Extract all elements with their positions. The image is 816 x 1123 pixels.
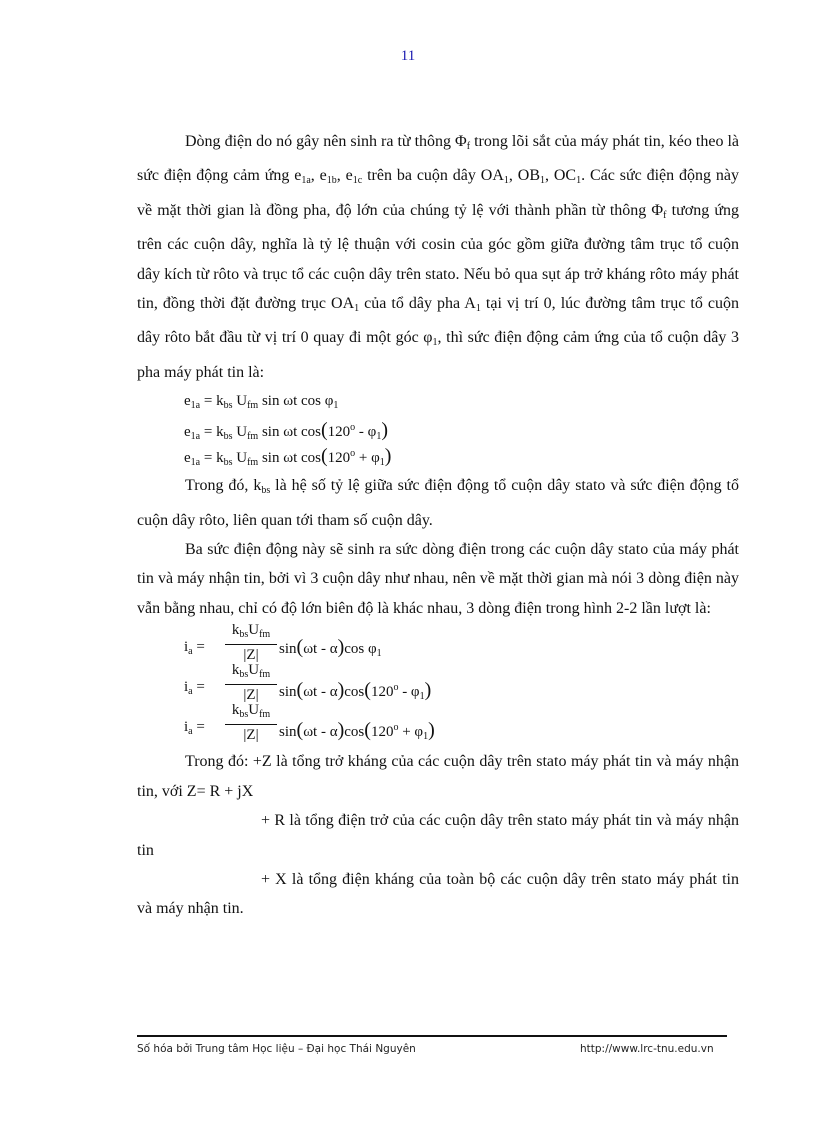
equation-e1a-3: $e_{1a} = k_{bs}$ $U_{fm}$ sin ωt $\cos(120^o + \varphi_1)$ [184,445,392,469]
paragraph-3: Ba sức điện động này sẽ sinh ra sức dòng điện trong các cuộn dây stato của máy phát tin và máy nhận tin, bởi vì 3 cuộn dây như nhau, nên về mặt thời gian mà nói 3 dòng điện này vẫn bằng nhau, chỉ có độ lớn biên độ là khác nhau, 3 dòng điện trong hình 2-2 lần lượt là: [137,541,739,617]
paragraph-6 [137,865,739,924]
page-number: 11 [400,48,416,64]
equation-ia-1: $i_a$ = $k_{bs}U_{fm}$ |Z| sin(ωt - α)cos $\varphi_1$ [184,622,382,664]
paragraph-2: Trong đó, $k_{bs}$ là hệ số tỷ lệ giữa sức điện động tổ cuộn dây stato và sức điện động tổ cuộn dây rôto, liên quan tới tham số cuộn dây. [137,477,740,529]
paragraph-5 [137,806,739,865]
equation-ia-2: $i_a$ = $k_{bs}U_{fm}$ |Z| $\sin(\omega t - \alpha)\cos(120^o - \varphi_1)$ [184,662,432,704]
equation-e1a-2: $e_{1a} = k_{bs}$ $U_{fm}$ sin ωt $\cos(120^o - \varphi_1)$ [184,419,388,443]
equation-ia-3: $i_a$ = $k_{bs}U_{fm}$ |Z| $\sin(\omega t - \alpha)\cos(120^o + \varphi_1)$ [184,702,435,744]
paragraph-4: Trong đó: +Z là tổng trở kháng của các cuộn dây trên stato máy phát tin và máy nhận tin, với Z= R + jX [137,753,739,800]
paragraph-5-text: + R là tổng điện trở của các cuộn dây trên stato máy phát tin và máy nhận tin [137,812,739,859]
paragraph-1: Dòng điện do nó gây nên sinh ra từ thông $\Phi_f$ trong lõi sắt của máy phát tin, kéo theo là sức điện động cảm ứng $e_{1a}$, $e_{1b}$, $e_{1c}$ trên ba cuộn dây $OA_1$, $OB_1$, $OC_1$. Các sức điện động này về mặt thời gian là đồng pha, độ lớn của chúng tỷ lệ với thành phần từ thông $\Phi_f$ tương ứng trên các cuộn dây, nghĩa là tỷ lệ thuận với cosin của góc gồm giữa đường tâm trục tổ cuộn dây kích từ rôto và trục tổ các cuộn dây trên stato. Nếu bỏ qua sụt áp trở kháng rôto máy phát tin, đồng thời đặt đường trục $OA_1$ của tổ dây pha $A_1$ tại vị trí 0, lúc đường tâm trục tổ cuộn dây rôto bắt đầu từ vị trí 0 quay đi một góc $\varphi_1$, thì sức điện động cảm ứng của tổ cuộn dây 3 pha máy phát tin là: [137,133,740,381]
equation-e1a-1: $e_{1a} = k_{bs}$ $U_{fm}$ sin ωt $\cos \varphi_1$ [184,393,339,412]
paragraph-6-text: + X là tổng điện kháng của toàn bộ các cuộn dây trên stato máy phát tin và máy nhận tin. [137,870,739,918]
footer-url[interactable]: http://www.lrc-tnu.edu.vn [580,1043,714,1055]
page-body [137,127,739,924]
footer-divider [137,1035,727,1037]
footer-source: Số hóa bởi Trung tâm Học liệu – Đại học Thái Nguyên [137,1043,416,1055]
